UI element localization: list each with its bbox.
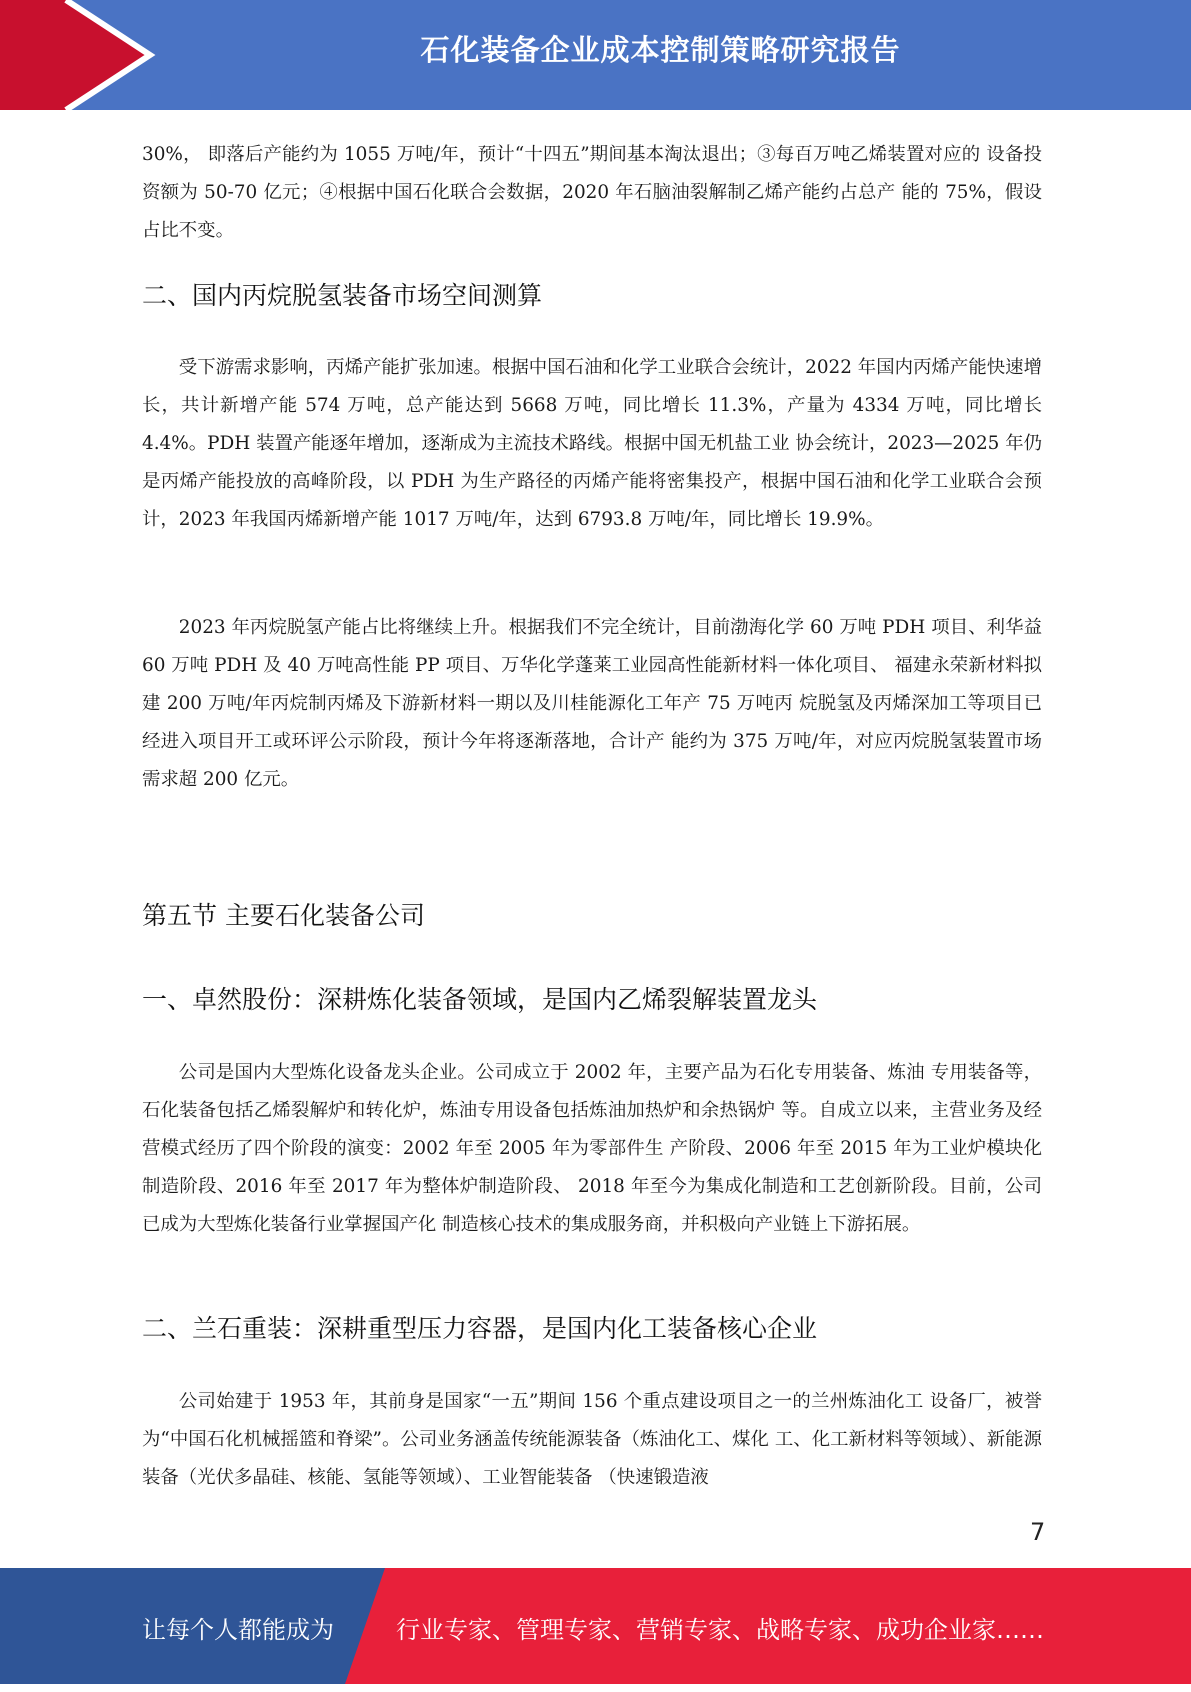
- paragraph-lanshi: [142, 1383, 1042, 1497]
- paragraph: 30%， 即落后产能约为 1055 万吨/年，预计“十四五”期间基本淘汰退出；③每百万吨乙烯装置对应的 设备投资额为 50-70 亿元；④根据中国石化联合会数据，2020 年石脑油裂解制乙烯产能约占总产 能的 75%，假设占比不变。: [142, 144, 1042, 241]
- heading-lanshi: [142, 1309, 1042, 1349]
- header-arrow-decoration: [0, 0, 160, 110]
- paragraph: 2023 年丙烷脱氢产能占比将继续上升。根据我们不完全统计，目前渤海化学 60 万吨 PDH 项目、利华益 60 万吨 PDH 及 40 万吨高性能 PP 项目、万华化学蓬莱工业园高性能新材料一体化项目、 福建永荣新材料拟建 200 万吨/年丙烷制丙烯及下游新材料一期以及川桂能源化工年产 75 万吨丙 烷脱氢及丙烯深加工等项目已经进入项目开工或环评公示阶段，预计今年将逐渐落地，合计产 能约为 375 万吨/年，对应丙烷脱氢装置市场需求超 200 亿元。: [142, 617, 1042, 790]
- heading-zhuoran: [142, 980, 1042, 1020]
- chapter-title: 第五节 主要石化装备公司: [142, 901, 425, 930]
- section-heading: 二、国内丙烷脱氢装备市场空间测算: [142, 281, 543, 310]
- paragraph-zhuoran: [142, 1054, 1042, 1244]
- footer-slogan-right: 行业专家、管理专家、营销专家、战略专家、成功企业家……: [396, 1616, 1044, 1644]
- page-header: [0, 0, 1191, 110]
- section-heading: 二、兰石重装：深耕重型压力容器，是国内化工装备核心企业: [142, 1314, 818, 1343]
- paragraph: 受下游需求影响，丙烯产能扩张加速。根据中国石油和化学工业联合会统计，2022 年国内丙烯产能快速增长，共计新增产能 574 万吨，总产能达到 5668 万吨，同比增长 11.3%，产量为 4334 万吨，同比增长 4.4%。PDH 装置产能逐年增加，逐渐成为主流技术路线。根据中国无机盐工业 协会统计，2023—2025 年仍是丙烯产能投放的高峰阶段，以 PDH 为生产路径的丙烯产能将密集投产，根据中国石油和化学工业联合会预计，2023 年我国丙烯新增产能 1017 万吨/年，达到 6793.8 万吨/年，同比增长 19.9%。: [142, 357, 1042, 530]
- paragraph: 公司始建于 1953 年，其前身是国家“一五”期间 156 个重点建设项目之一的兰州炼油化工 设备厂，被誉为“中国石化机械摇篮和脊梁”。公司业务涵盖传统能源装备（炼油化工、煤化 工、化工新材料等领域）、新能源装备（光伏多晶硅、核能、氢能等领域）、工业智能装备 （快速锻造液: [142, 1391, 1042, 1488]
- paragraph-propylene-capacity: [142, 349, 1042, 539]
- chapter-heading: [142, 896, 1042, 936]
- page-footer: [0, 1568, 1191, 1684]
- paragraph-pdh-share: [142, 609, 1042, 799]
- heading-propane-section: [142, 276, 1042, 316]
- paragraph-continued: [142, 136, 1042, 250]
- page-number: 7: [1030, 1518, 1046, 1546]
- footer-slogan-left: 让每个人都能成为: [142, 1616, 334, 1644]
- paragraph: 公司是国内大型炼化设备龙头企业。公司成立于 2002 年，主要产品为石化专用装备、炼油 专用装备等，石化装备包括乙烯裂解炉和转化炉，炼油专用设备包括炼油加热炉和余热锅炉 等。自成立以来，主营业务及经营模式经历了四个阶段的演变：2002 年至 2005 年为零部件生 产阶段、2006 年至 2015 年为工业炉模块化制造阶段、2016 年至 2017 年为整体炉制造阶段、 2018 年至今为集成化制造和工艺创新阶段。目前，公司已成为大型炼化装备行业掌握国产化 制造核心技术的集成服务商，并积极向产业链上下游拓展。: [142, 1062, 1042, 1235]
- report-title: 石化装备企业成本控制策略研究报告: [420, 33, 901, 67]
- section-heading: 一、卓然股份：深耕炼化装备领域，是国内乙烯裂解装置龙头: [142, 985, 818, 1014]
